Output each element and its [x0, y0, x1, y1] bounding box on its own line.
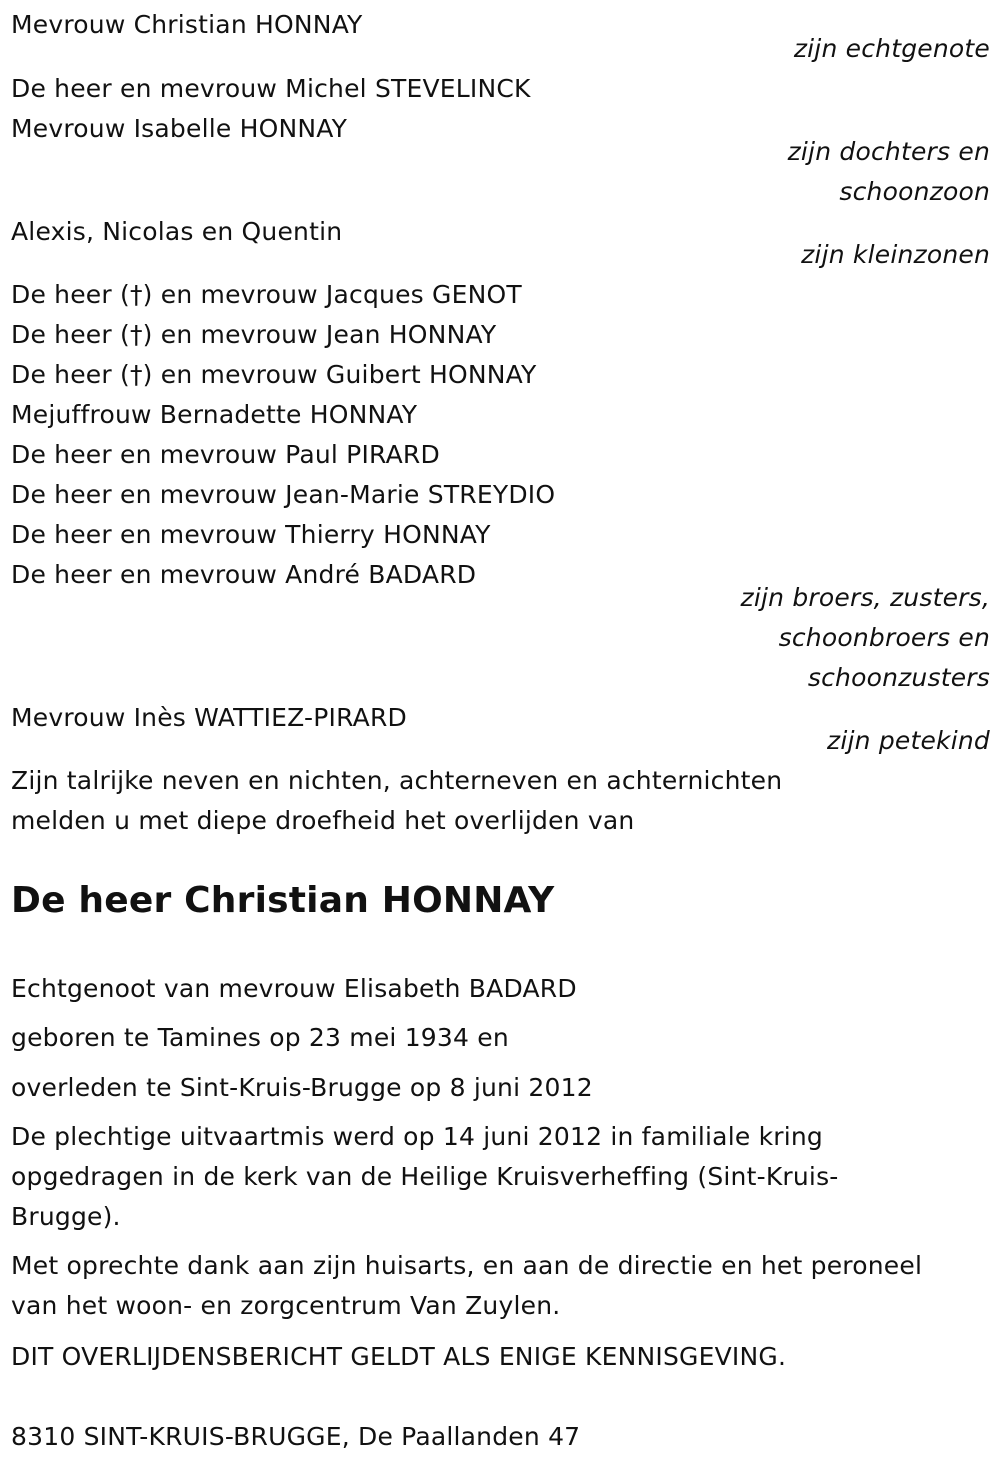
relation-label: zijn petekind	[827, 726, 990, 755]
relation-label: schoonbroers en	[778, 623, 990, 652]
family-name-line: Mevrouw Christian HONNAY	[11, 10, 363, 39]
thanks-line: Met oprechte dank aan zijn huisarts, en aan de directie en het peroneel	[11, 1251, 923, 1280]
relation-label: zijn broers, zusters,	[740, 583, 990, 612]
family-name-line: De heer en mevrouw Michel STEVELINCK	[11, 74, 531, 103]
death-line: overleden te Sint-Kruis-Brugge op 8 juni 2012	[11, 1073, 593, 1102]
relation-label: zijn kleinzonen	[801, 240, 990, 269]
funeral-line: Brugge).	[11, 1202, 121, 1231]
funeral-line: opgedragen in de kerk van de Heilige Kruisverheffing (Sint-Kruis-	[11, 1162, 839, 1191]
funeral-line: De plechtige uitvaartmis werd op 14 juni 2012 in familiale kring	[11, 1122, 823, 1151]
announcement-line: Zijn talrijke neven en nichten, achterneven en achternichten	[11, 766, 783, 795]
spouse-line: Echtgenoot van mevrouw Elisabeth BADARD	[11, 974, 577, 1003]
relation-label: zijn dochters en	[787, 137, 990, 166]
family-name-line: Mevrouw Inès WATTIEZ-PIRARD	[11, 703, 408, 732]
relation-label: schoonzusters	[807, 663, 990, 692]
family-name-line: De heer (†) en mevrouw Jacques GENOT	[11, 280, 522, 309]
relation-label: schoonzoon	[839, 177, 990, 206]
family-name-line: Alexis, Nicolas en Quentin	[11, 217, 343, 246]
family-name-line: De heer (†) en mevrouw Guibert HONNAY	[11, 360, 537, 389]
birth-line: geboren te Tamines op 23 mei 1934 en	[11, 1023, 509, 1052]
family-name-line: Mevrouw Isabelle HONNAY	[11, 114, 348, 143]
family-name-line: De heer en mevrouw Jean-Marie STREYDIO	[11, 480, 556, 509]
family-name-line: De heer (†) en mevrouw Jean HONNAY	[11, 320, 497, 349]
address-line: 8310 SINT-KRUIS-BRUGGE, De Paallanden 47	[11, 1422, 581, 1451]
family-name-line: De heer en mevrouw Thierry HONNAY	[11, 520, 491, 549]
family-name-line: Mejuffrouw Bernadette HONNAY	[11, 400, 418, 429]
announcement-line: melden u met diepe droefheid het overlijden van	[11, 806, 635, 835]
notice-line: DIT OVERLIJDENSBERICHT GELDT ALS ENIGE KENNISGEVING.	[11, 1342, 787, 1371]
deceased-name: De heer Christian HONNAY	[11, 880, 555, 921]
relation-label: zijn echtgenote	[793, 34, 990, 63]
family-name-line: De heer en mevrouw Paul PIRARD	[11, 440, 440, 469]
family-name-line: De heer en mevrouw André BADARD	[11, 560, 477, 589]
thanks-line: van het woon- en zorgcentrum Van Zuylen.	[11, 1291, 561, 1320]
